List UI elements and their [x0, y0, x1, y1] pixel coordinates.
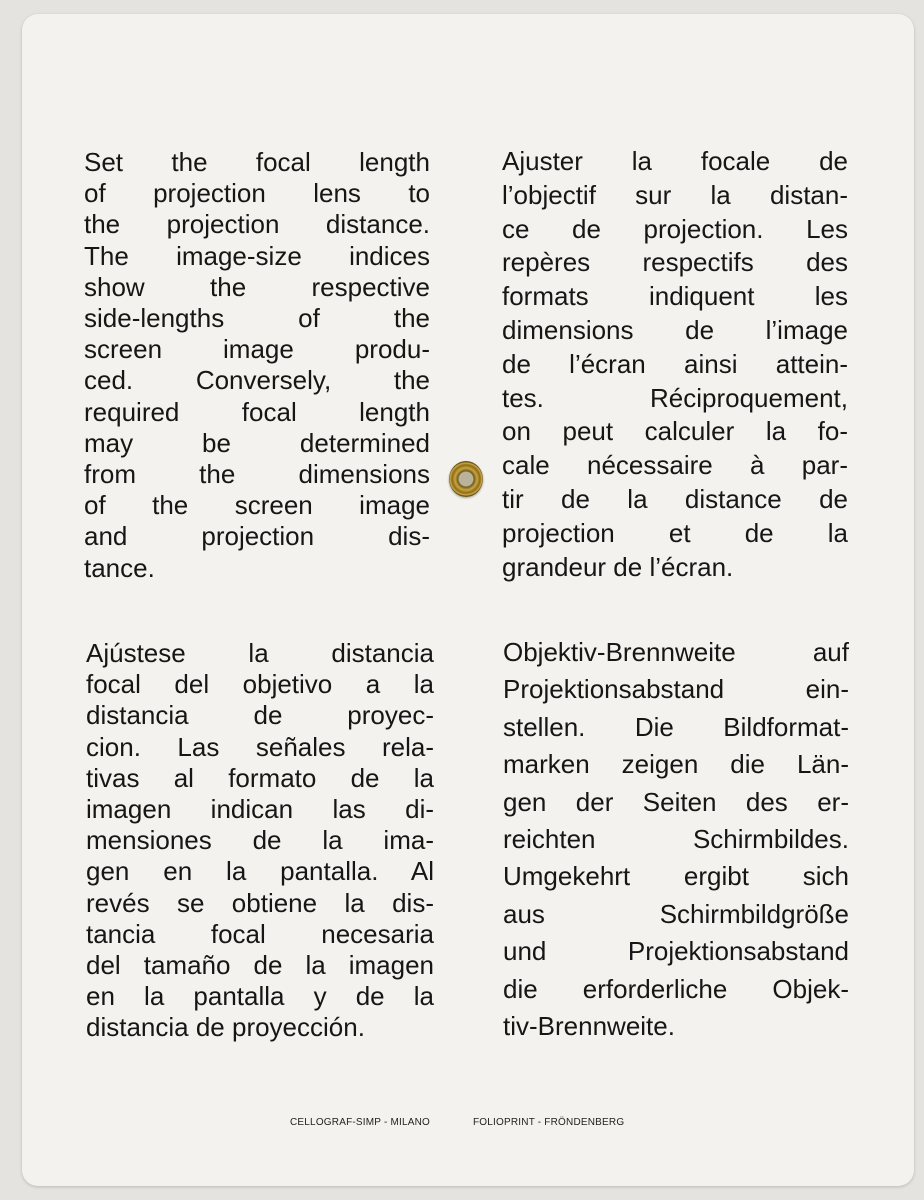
- text-line: on peut calculer la fo-: [502, 416, 848, 447]
- text-line: may be determined: [84, 427, 430, 458]
- english-instructions: [84, 147, 430, 584]
- text-line: of the screen image: [84, 490, 430, 521]
- text-line: show the respective: [84, 271, 430, 302]
- text-line: from the dimensions: [84, 459, 430, 490]
- printer-credit-milano: CELLOGRAF-SIMP - MILANO: [290, 1117, 430, 1128]
- text-line: focal del objetivo a la: [86, 669, 434, 700]
- text-line: repères respectifs des: [502, 247, 848, 278]
- text-line: tancia focal necesaria: [86, 918, 434, 949]
- text-line: distancia de proyec-: [86, 700, 434, 731]
- text-line: und Projektionsabstand: [503, 936, 849, 967]
- text-line: side-lengths of the: [84, 303, 430, 334]
- text-line: dimensions de l’image: [502, 314, 848, 345]
- text-line: Objektiv-Brennweite auf: [503, 637, 849, 667]
- text-line: tes. Réciproquement,: [502, 382, 848, 413]
- text-line: del tamaño de la imagen: [86, 950, 434, 981]
- text-line: cale nécessaire à par-: [502, 450, 848, 481]
- text-line: grandeur de l’écran.: [502, 551, 734, 582]
- text-line: Ajústese la distancia: [86, 638, 434, 668]
- text-line: en la pantalla y de la: [86, 981, 434, 1012]
- text-line: aus Schirmbildgröße: [503, 898, 849, 929]
- text-line: imagen indican las di-: [86, 794, 434, 825]
- text-line: reichten Schirmbildes.: [503, 824, 849, 855]
- text-line: Projektionsabstand ein-: [503, 674, 849, 705]
- text-line: tiv-Brennweite.: [503, 1011, 675, 1042]
- text-line: de l’écran ainsi attein-: [502, 348, 848, 379]
- text-line: gen der Seiten des er-: [503, 786, 849, 817]
- spanish-instructions: [86, 638, 434, 1044]
- text-line: tance.: [84, 552, 155, 583]
- text-line: required focal length: [84, 396, 430, 427]
- text-line: Set the focal length: [84, 147, 430, 177]
- french-instructions: [502, 145, 848, 584]
- text-line: ced. Conversely, the: [84, 365, 430, 396]
- german-instructions: [503, 634, 849, 1045]
- text-line: ce de projection. Les: [502, 213, 848, 244]
- text-line: and projection dis-: [84, 521, 430, 552]
- text-line: cion. Las señales rela-: [86, 731, 434, 762]
- text-line: Ajuster la focale de: [502, 146, 848, 176]
- eyelet-grommet: [449, 461, 483, 497]
- text-line: distancia de proyección.: [86, 1012, 365, 1043]
- text-line: formats indiquent les: [502, 281, 848, 312]
- text-line: gen en la pantalla. Al: [86, 856, 434, 887]
- text-line: the projection distance.: [84, 209, 430, 240]
- text-line: stellen. Die Bildformat-: [503, 711, 849, 742]
- printer-credit-froendenberg: FOLIOPRINT - FRÖNDENBERG: [473, 1117, 625, 1128]
- text-line: tir de la distance de: [502, 483, 848, 514]
- text-line: The image-size indices: [84, 240, 430, 271]
- text-line: die erforderliche Objek-: [503, 973, 849, 1004]
- text-line: marken zeigen die Län-: [503, 749, 849, 780]
- text-line: l’objectif sur la distan-: [502, 179, 848, 210]
- text-line: tivas al formato de la: [86, 762, 434, 793]
- text-line: screen image produ-: [84, 334, 430, 365]
- text-line: Umgekehrt ergibt sich: [503, 861, 849, 892]
- text-line: of projection lens to: [84, 178, 430, 209]
- text-line: mensiones de la ima-: [86, 825, 434, 856]
- text-line: revés se obtiene la dis-: [86, 887, 434, 918]
- text-line: projection et de la: [502, 517, 848, 548]
